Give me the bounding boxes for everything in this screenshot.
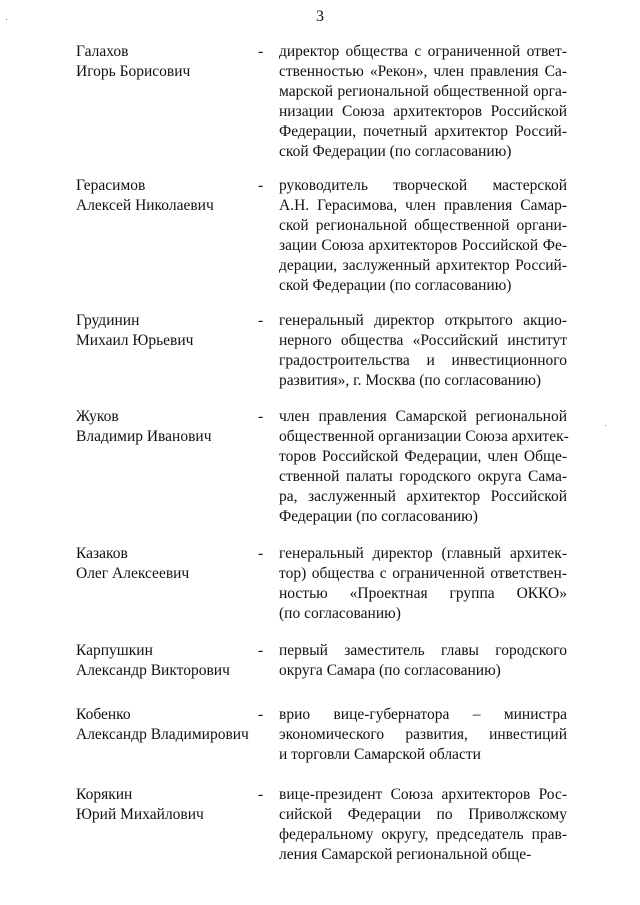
description-line: (по согласованию) xyxy=(279,605,401,622)
description-line: ской Федерации (по согласованию) xyxy=(279,277,512,294)
description-line: сийской Федерации по Приволжскому xyxy=(279,806,567,823)
description-line: генеральный директор (главный архитек- xyxy=(279,545,567,562)
member-name xyxy=(76,42,256,82)
member-surname: Кобенко xyxy=(76,706,131,723)
description-line: зации Союза архитекторов Российской Фе- xyxy=(279,237,567,254)
member-name xyxy=(76,407,256,447)
member-given-names: Олег Алексеевич xyxy=(76,565,190,582)
description-line: федеральному округу, председатель прав- xyxy=(279,826,567,843)
member-given-names: Юрий Михайлович xyxy=(76,806,204,823)
description-line: ской региональной общественной органи- xyxy=(279,217,567,234)
page-number: 3 xyxy=(316,8,324,25)
member-surname: Корякин xyxy=(76,786,133,803)
description-line: генеральный директор открытого акцио- xyxy=(279,312,567,329)
description-line: округа Самара (по согласованию) xyxy=(279,662,501,679)
member-given-names: Александр Викторович xyxy=(76,662,230,679)
description-line: врио вице-губернатора – министра xyxy=(279,706,567,723)
entry-dash: - xyxy=(258,706,264,723)
description-line: развития», г. Москва (по согласованию) xyxy=(279,372,542,389)
description-line: руководитель творческой мастерской xyxy=(279,177,567,194)
description-line: и торговли Самарской области xyxy=(279,746,481,763)
description-line: Федерации, почетный архитектор Россий- xyxy=(279,123,567,140)
description-line: нерного общества «Российский институт xyxy=(279,332,567,349)
description-line: градостроительства и инвестиционного xyxy=(279,352,567,369)
member-name xyxy=(76,311,256,351)
entry-dash: - xyxy=(258,408,264,425)
member-surname: Герасимов xyxy=(76,177,146,194)
description-line: дерации, заслуженный архитектор Россий- xyxy=(279,257,567,274)
description-line: ственной палаты городского округа Сама- xyxy=(279,468,567,485)
member-description xyxy=(279,42,567,162)
description-line: тор) общества с ограниченной ответствен- xyxy=(279,565,567,582)
member-name xyxy=(76,785,256,825)
member-given-names: Александр Владимирович xyxy=(76,726,249,743)
member-description xyxy=(279,407,567,527)
member-given-names: Игорь Борисович xyxy=(76,63,191,80)
description-line: низации Союза архитекторов Российской xyxy=(279,103,567,120)
entry-dash: - xyxy=(258,642,264,659)
member-given-names: Владимир Иванович xyxy=(76,428,212,445)
member-description xyxy=(279,705,567,765)
member-description xyxy=(279,311,567,391)
description-line: первый заместитель главы городского xyxy=(279,642,567,659)
member-description xyxy=(279,785,567,865)
scan-speck xyxy=(6,19,7,20)
description-line: торов Российской Федерации, член Обще- xyxy=(279,448,567,465)
description-line: экономического развития, инвестиций xyxy=(279,726,567,743)
entry-dash: - xyxy=(258,786,264,803)
description-line: ской Федерации (по согласованию) xyxy=(279,143,512,160)
description-line: директор общества с ограниченной ответ- xyxy=(279,43,567,60)
member-surname: Казаков xyxy=(76,545,128,562)
scan-speck xyxy=(605,425,606,426)
entry-dash: - xyxy=(258,177,264,194)
member-surname: Галахов xyxy=(76,43,129,60)
member-description xyxy=(279,544,567,624)
description-line: общественной организации Союза архитек- xyxy=(279,428,569,445)
description-line: марской региональной общественной орга- xyxy=(279,83,567,100)
description-line: ра, заслуженный архитектор Российской xyxy=(279,488,567,505)
description-line: Федерации (по согласованию) xyxy=(279,508,478,525)
description-line: ностью «Проектная группа ОККО» xyxy=(279,585,567,602)
member-surname: Карпушкин xyxy=(76,642,153,659)
member-name xyxy=(76,176,256,216)
description-line: ственностью «Рекон», член правления Са- xyxy=(279,63,567,80)
description-line: А.Н. Герасимова, член правления Самар- xyxy=(279,197,567,214)
member-name xyxy=(76,705,256,745)
entry-dash: - xyxy=(258,545,264,562)
description-line: ления Самарской региональной обще- xyxy=(279,846,532,863)
member-given-names: Михаил Юрьевич xyxy=(76,332,194,349)
member-description xyxy=(279,641,567,681)
description-line: вице-президент Союза архитекторов Рос- xyxy=(279,786,567,803)
member-surname: Жуков xyxy=(76,408,119,425)
entry-dash: - xyxy=(258,312,264,329)
member-given-names: Алексей Николаевич xyxy=(76,197,214,214)
member-name xyxy=(76,544,256,584)
member-name xyxy=(76,641,256,681)
description-line: член правления Самарской региональной xyxy=(279,408,567,425)
entry-dash: - xyxy=(258,43,264,60)
member-description xyxy=(279,176,567,296)
member-surname: Грудинин xyxy=(76,312,140,329)
